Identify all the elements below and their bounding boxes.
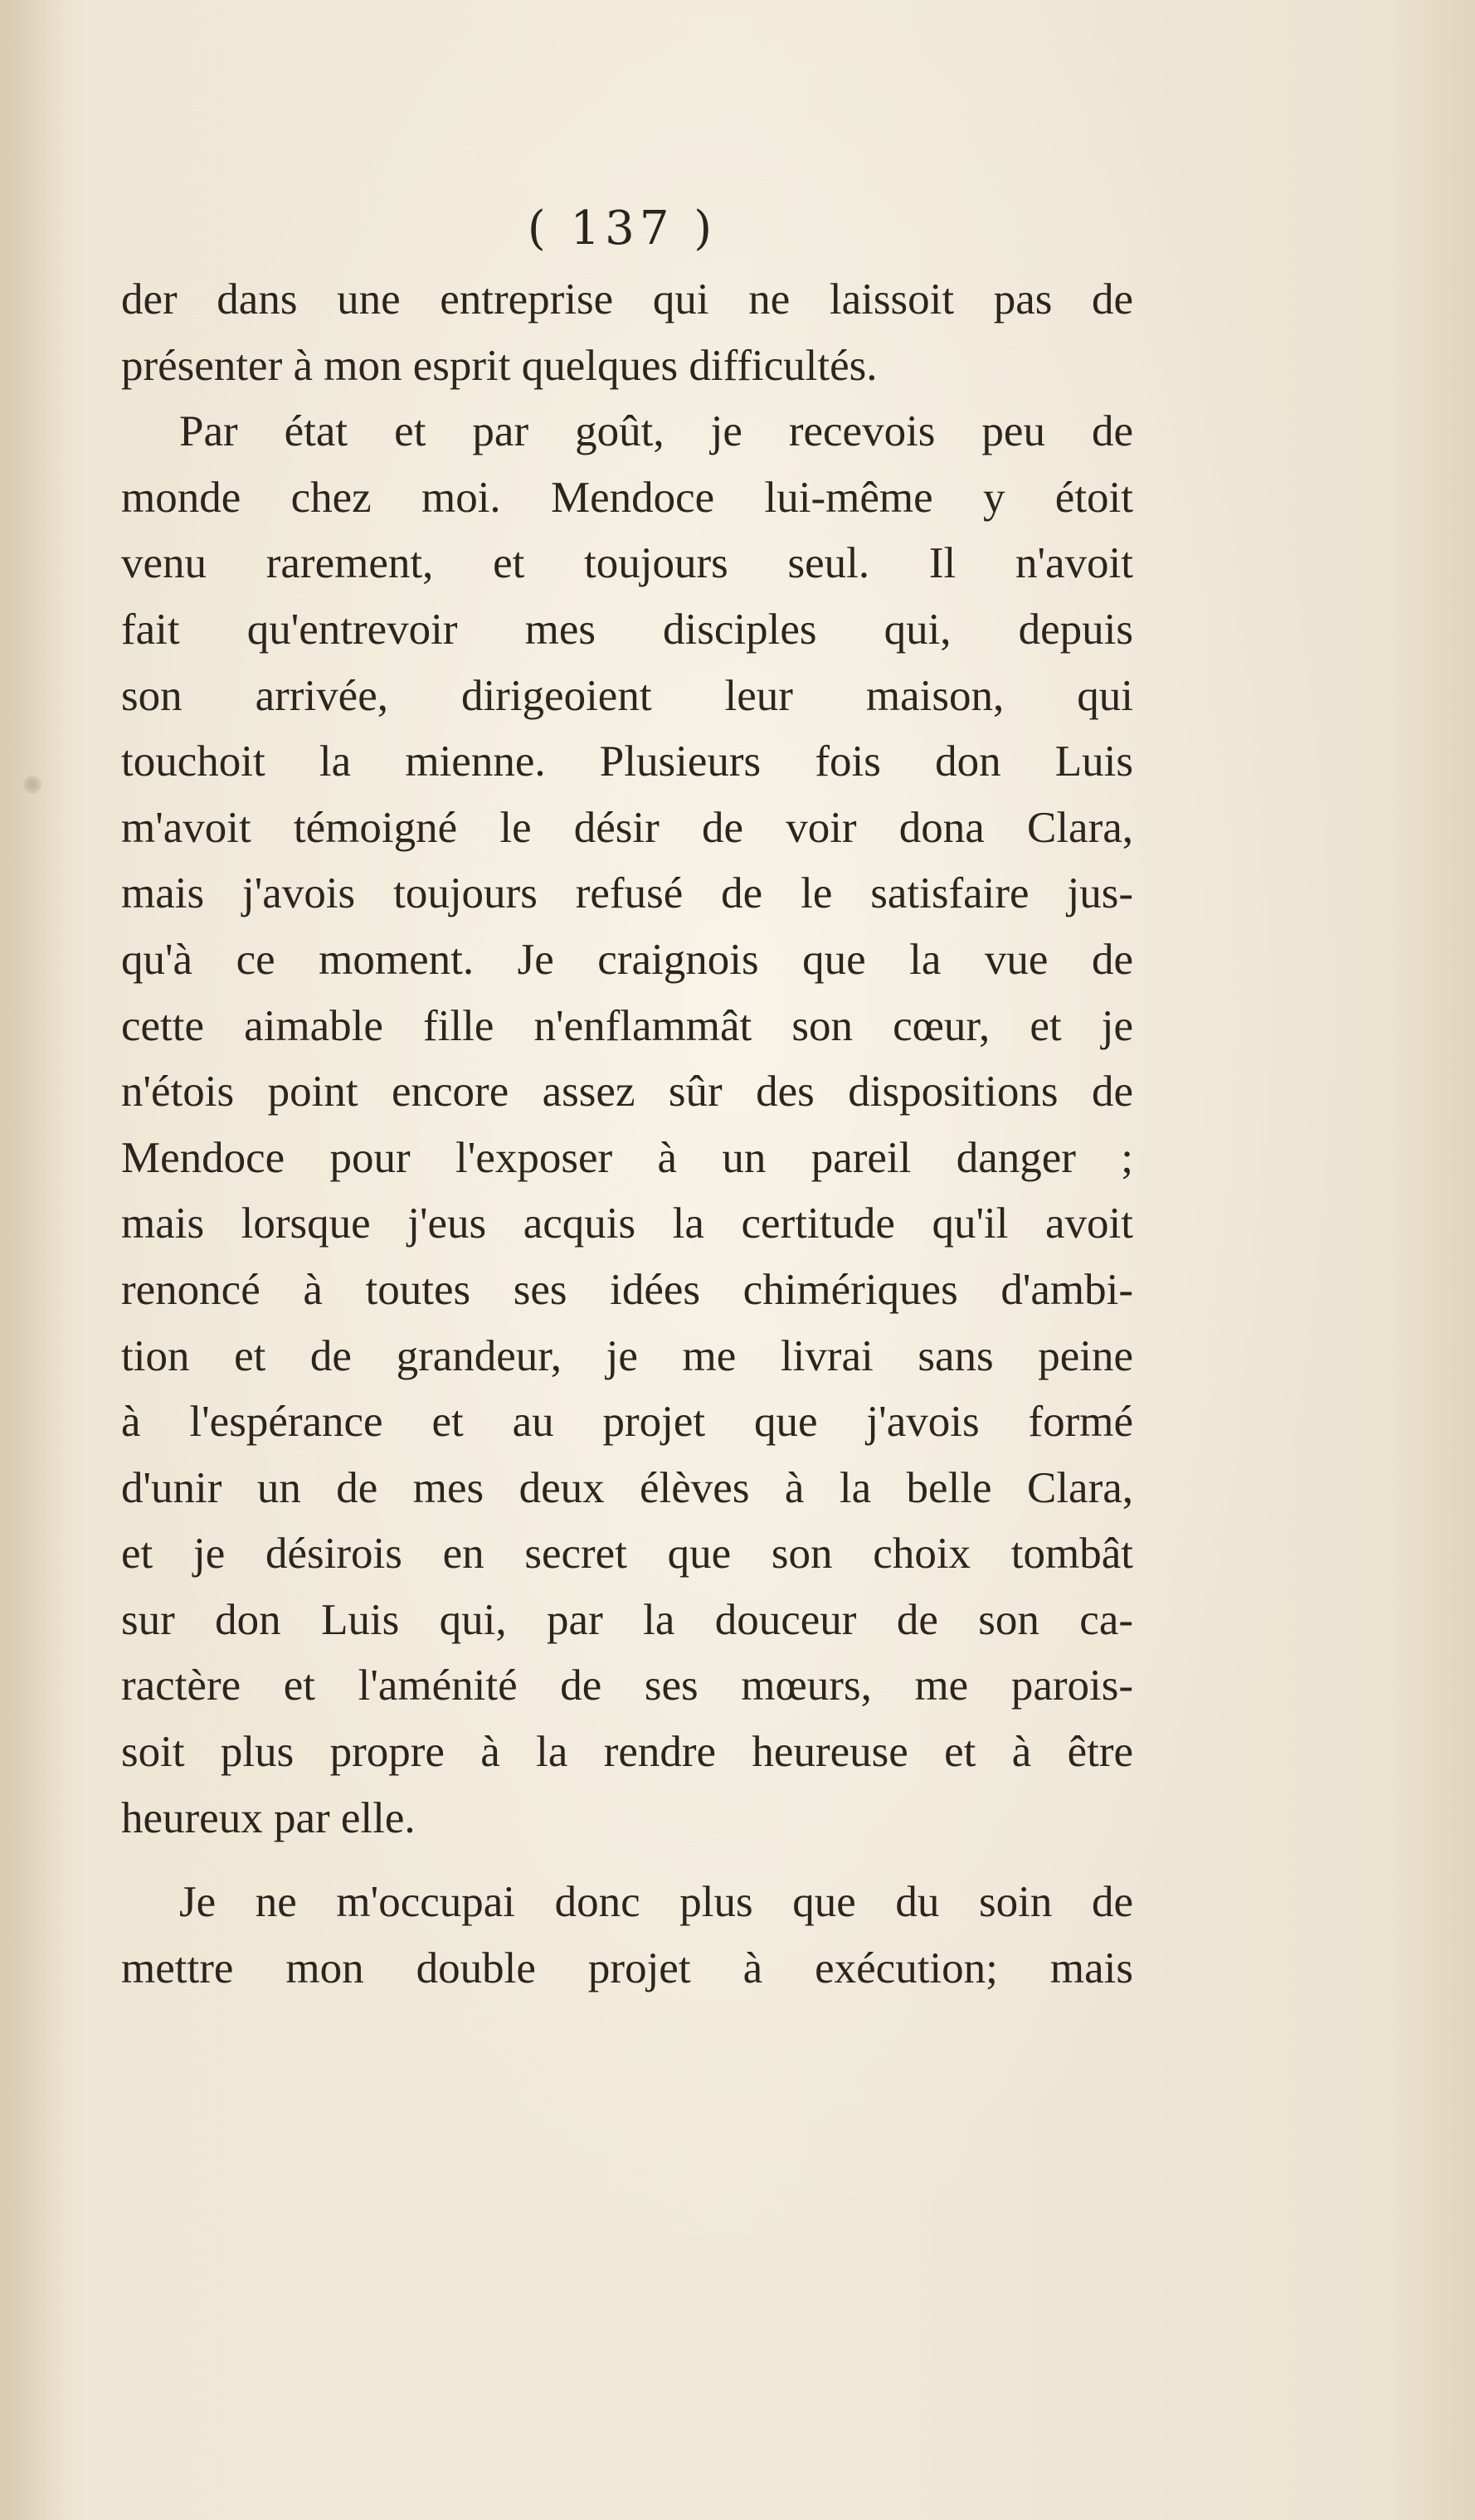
- paragraph-gap: [121, 1851, 1133, 1870]
- text-line: cette aimable fille n'enflammât son cœur, et je: [121, 1001, 1133, 1050]
- text-line: présenter à mon esprit quelques difficultés.: [121, 341, 878, 390]
- text-line: et je désirois en secret que son choix tombât: [121, 1530, 1133, 1579]
- text-line: mettre mon double projet à exécution; mais: [121, 1944, 1133, 1992]
- text-line: sur don Luis qui, par la douceur de son ca-: [121, 1595, 1133, 1644]
- text-line: mais j'avois toujours refusé de le satisfaire jus-: [121, 869, 1133, 918]
- text-line: son arrivée, dirigeoient leur maison, qui: [121, 671, 1133, 720]
- text-line: n'étois point encore assez sûr des dispositions de: [121, 1068, 1133, 1116]
- text-line: qu'à ce moment. Je craignois que la vue de: [121, 935, 1133, 984]
- page-edge-shadow: [0, 0, 66, 2520]
- text-line: tion et de grandeur, je me livrai sans peine: [121, 1331, 1133, 1380]
- body-text: [121, 267, 1133, 2002]
- text-line: Je ne m'occupai donc plus que du soin de: [179, 1878, 1133, 1927]
- page-number: ( 137 ): [527, 202, 718, 255]
- text-line: monde chez moi. Mendoce lui-même y étoit: [121, 473, 1133, 522]
- text-line: ractère et l'aménité de ses mœurs, me parois-: [121, 1661, 1133, 1710]
- text-line: fait qu'entrevoir mes disciples qui, depuis: [121, 605, 1133, 654]
- text-line: Mendoce pour l'exposer à un pareil danger ;: [121, 1133, 1133, 1182]
- text-line: heureux par elle.: [121, 1793, 416, 1842]
- text-line: touchoit la mienne. Plusieurs fois don Luis: [121, 737, 1133, 786]
- text-line: Par état et par goût, je recevois peu de: [179, 407, 1133, 456]
- text-line: venu rarement, et toujours seul. Il n'avoit: [121, 539, 1133, 588]
- text-line: renoncé à toutes ses idées chimériques d'ambi-: [121, 1265, 1133, 1314]
- text-line: der dans une entreprise qui ne laissoit pas de: [121, 275, 1133, 324]
- text-line: mais lorsque j'eus acquis la certitude qu'il avoit: [121, 1199, 1133, 1248]
- text-line: à l'espérance et au projet que j'avois formé: [121, 1398, 1133, 1447]
- text-line: m'avoit témoigné le désir de voir dona Clara,: [121, 803, 1133, 852]
- text-line: soit plus propre à la rendre heureuse et à être: [121, 1728, 1133, 1777]
- text-line: d'unir un de mes deux élèves à la belle Clara,: [121, 1463, 1133, 1512]
- paper-stain: [23, 776, 41, 794]
